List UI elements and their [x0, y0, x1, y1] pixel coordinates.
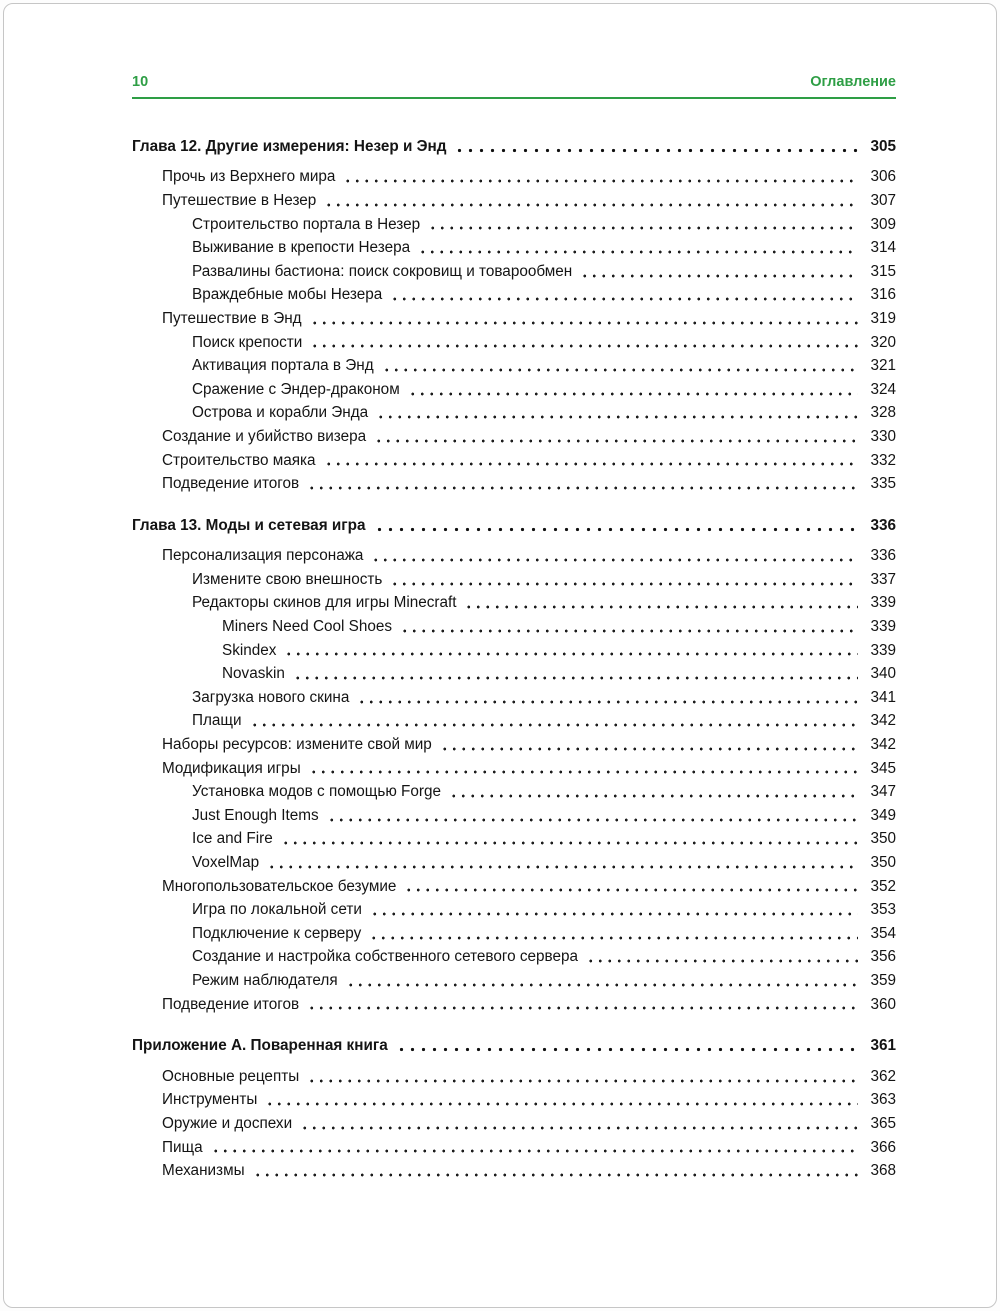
- toc-entry-page-number: 336: [870, 547, 896, 565]
- toc-entry-page-number: 315: [870, 262, 896, 280]
- dot-leader: [300, 1112, 858, 1136]
- toc-entry-page-number: 345: [870, 759, 896, 777]
- toc-entry-title: Модификация игры: [162, 759, 301, 777]
- toc-entry-title: Оружие и доспехи: [162, 1114, 293, 1132]
- toc-entry-page-number: 368: [870, 1162, 896, 1180]
- toc-chapter-page-number: 336: [870, 516, 896, 534]
- toc-entry-page-number: 316: [870, 286, 896, 304]
- header-title: Оглавление: [810, 74, 896, 90]
- toc-entry-row: [132, 236, 896, 260]
- toc-chapter-row: [132, 135, 896, 159]
- dot-leader: [454, 135, 858, 159]
- dot-leader: [327, 804, 858, 828]
- toc-entry-row: [132, 1159, 896, 1183]
- dot-leader: [284, 639, 858, 663]
- toc-entry-title: Подведение итогов: [162, 475, 300, 493]
- header-page-number: 10: [132, 74, 149, 90]
- toc-entry-page-number: 340: [870, 665, 896, 683]
- toc-entry-page-number: 350: [870, 854, 896, 872]
- toc-entry-page-number: 363: [870, 1091, 896, 1109]
- toc-entry-row: [132, 425, 896, 449]
- table-of-contents: [132, 135, 896, 1183]
- toc-entry-row: [132, 568, 896, 592]
- toc-chapter-page-number: 361: [870, 1037, 896, 1055]
- toc-section: [132, 1034, 896, 1183]
- toc-entry-title: Загрузка нового скина: [192, 688, 350, 706]
- toc-entry-page-number: 324: [870, 380, 896, 398]
- toc-entry-page-number: 321: [870, 357, 896, 375]
- document-page: [3, 3, 997, 1308]
- toc-entry-row: [132, 189, 896, 213]
- toc-entry-title: Создание и убийство визера: [162, 427, 367, 445]
- dot-leader: [374, 425, 858, 449]
- toc-entry-row: [132, 213, 896, 237]
- toc-entry-title: Just Enough Items: [192, 806, 319, 824]
- dot-leader: [370, 898, 858, 922]
- toc-entry-row: [132, 1089, 896, 1113]
- toc-entry-page-number: 352: [870, 877, 896, 895]
- toc-entry-title: Miners Need Cool Shoes: [222, 618, 393, 636]
- dot-leader: [346, 969, 858, 993]
- toc-entry-title: Skindex: [222, 641, 277, 659]
- toc-entry-row: [132, 354, 896, 378]
- toc-entry-row: [132, 166, 896, 190]
- dot-leader: [580, 260, 858, 284]
- toc-entry-row: [132, 284, 896, 308]
- toc-entry-title: Сражение с Эндер-драконом: [192, 380, 400, 398]
- dot-leader: [357, 686, 858, 710]
- dot-leader: [253, 1159, 858, 1183]
- toc-entry-title: Выживание в крепости Незера: [192, 239, 411, 257]
- dot-leader: [324, 449, 858, 473]
- toc-entry-row: [132, 449, 896, 473]
- dot-leader: [371, 545, 858, 569]
- toc-entry-title: Прочь из Верхнего мира: [162, 168, 336, 186]
- dot-leader: [310, 307, 858, 331]
- toc-entry-row: [132, 710, 896, 734]
- dot-leader: [324, 189, 858, 213]
- toc-entry-title: Строительство маяка: [162, 451, 316, 469]
- dot-leader: [390, 284, 858, 308]
- toc-entry-title: Novaskin: [222, 665, 285, 683]
- toc-entry-title: Активация портала в Энд: [192, 357, 374, 375]
- dot-leader: [408, 378, 858, 402]
- toc-entry-title: Подключение к серверу: [192, 924, 362, 942]
- toc-entry-row: [132, 828, 896, 852]
- toc-entry-title: Многопользовательское безумие: [162, 877, 397, 895]
- dot-leader: [293, 662, 858, 686]
- toc-entry-title: Ice and Fire: [192, 830, 273, 848]
- toc-entry-page-number: 330: [870, 427, 896, 445]
- dot-leader: [343, 166, 858, 190]
- toc-entry-title: Подведение итогов: [162, 995, 300, 1013]
- toc-entry-page-number: 320: [870, 333, 896, 351]
- toc-entry-row: [132, 545, 896, 569]
- toc-entry-page-number: 309: [870, 215, 896, 233]
- dot-leader: [390, 568, 858, 592]
- toc-entry-page-number: 337: [870, 570, 896, 588]
- toc-entry-row: [132, 260, 896, 284]
- toc-entry-title: Персонализация персонажа: [162, 547, 364, 565]
- dot-leader: [307, 993, 858, 1017]
- toc-entry-row: [132, 662, 896, 686]
- header-rule: [132, 97, 896, 99]
- toc-chapter-row: [132, 1034, 896, 1058]
- toc-entry-page-number: 306: [870, 168, 896, 186]
- toc-entry-row: [132, 946, 896, 970]
- toc-entry-row: [132, 686, 896, 710]
- toc-entry-title: Развалины бастиона: поиск сокровищ и товарообмен: [192, 262, 573, 280]
- toc-entry-title: Плащи: [192, 712, 242, 730]
- page-content: [4, 4, 996, 1183]
- toc-entry-title: Инструменты: [162, 1091, 258, 1109]
- toc-entry-page-number: 354: [870, 924, 896, 942]
- toc-entry-row: [132, 331, 896, 355]
- toc-entry-row: [132, 733, 896, 757]
- toc-entry-page-number: 342: [870, 736, 896, 754]
- toc-entry-page-number: 335: [870, 475, 896, 493]
- dot-leader: [464, 592, 858, 616]
- toc-chapter-title: Глава 12. Другие измерения: Незер и Энд: [132, 137, 447, 155]
- toc-section: [132, 514, 896, 1016]
- dot-leader: [586, 946, 858, 970]
- toc-entry-row: [132, 1065, 896, 1089]
- dot-leader: [265, 1089, 858, 1113]
- dot-leader: [404, 875, 858, 899]
- dot-leader: [396, 1034, 858, 1058]
- toc-entry-title: Путешествие в Незер: [162, 191, 317, 209]
- toc-entry-row: [132, 993, 896, 1017]
- toc-entry-page-number: 307: [870, 191, 896, 209]
- toc-entry-page-number: 360: [870, 995, 896, 1013]
- toc-entry-title: VoxelMap: [192, 854, 260, 872]
- toc-entry-row: [132, 851, 896, 875]
- toc-entry-row: [132, 804, 896, 828]
- toc-entry-page-number: 332: [870, 451, 896, 469]
- toc-entry-page-number: 353: [870, 901, 896, 919]
- dot-leader: [369, 922, 858, 946]
- dot-leader: [309, 757, 858, 781]
- toc-entry-page-number: 339: [870, 641, 896, 659]
- toc-entry-title: Создание и настройка собственного сетевого сервера: [192, 948, 579, 966]
- toc-section: [132, 135, 896, 496]
- toc-entry-page-number: 349: [870, 806, 896, 824]
- toc-entry-row: [132, 615, 896, 639]
- toc-entry-page-number: 341: [870, 688, 896, 706]
- toc-entry-title: Измените свою внешность: [192, 570, 383, 588]
- toc-entry-title: Режим наблюдателя: [192, 971, 338, 989]
- toc-entry-row: [132, 922, 896, 946]
- toc-entry-title: Строительство портала в Незер: [192, 215, 421, 233]
- toc-entry-row: [132, 1112, 896, 1136]
- toc-entry-page-number: 356: [870, 948, 896, 966]
- toc-entry-title: Игра по локальной сети: [192, 901, 362, 919]
- toc-entry-title: Механизмы: [162, 1162, 245, 1180]
- toc-entry-page-number: 328: [870, 404, 896, 422]
- dot-leader: [310, 331, 858, 355]
- toc-entry-page-number: 366: [870, 1138, 896, 1156]
- toc-entry-title: Установка модов с помощью Forge: [192, 783, 441, 801]
- dot-leader: [428, 213, 858, 237]
- toc-entry-row: [132, 969, 896, 993]
- toc-entry-page-number: 342: [870, 712, 896, 730]
- toc-chapter-page-number: 305: [870, 137, 896, 155]
- dot-leader: [400, 615, 858, 639]
- toc-entry-row: [132, 307, 896, 331]
- toc-entry-row: [132, 898, 896, 922]
- toc-entry-title: Пища: [162, 1138, 203, 1156]
- toc-entry-row: [132, 757, 896, 781]
- toc-entry-row: [132, 378, 896, 402]
- toc-entry-page-number: 339: [870, 594, 896, 612]
- toc-entry-title: Острова и корабли Энда: [192, 404, 369, 422]
- toc-entry-row: [132, 472, 896, 496]
- dot-leader: [250, 710, 858, 734]
- toc-entry-page-number: 359: [870, 971, 896, 989]
- dot-leader: [211, 1136, 858, 1160]
- toc-chapter-title: Глава 13. Моды и сетевая игра: [132, 516, 366, 534]
- toc-chapter-title: Приложение А. Поваренная книга: [132, 1037, 388, 1055]
- toc-entry-title: Путешествие в Энд: [162, 309, 302, 327]
- toc-entry-title: Редакторы скинов для игры Minecraft: [192, 594, 457, 612]
- dot-leader: [418, 236, 858, 260]
- toc-entry-page-number: 362: [870, 1067, 896, 1085]
- toc-entry-title: Наборы ресурсов: измените свой мир: [162, 736, 432, 754]
- toc-entry-row: [132, 639, 896, 663]
- toc-entry-page-number: 339: [870, 618, 896, 636]
- toc-entry-row: [132, 402, 896, 426]
- page-header: [132, 74, 896, 90]
- dot-leader: [376, 402, 858, 426]
- toc-entry-page-number: 365: [870, 1114, 896, 1132]
- dot-leader: [281, 828, 858, 852]
- toc-entry-page-number: 347: [870, 783, 896, 801]
- toc-entry-row: [132, 780, 896, 804]
- toc-entry-title: Враждебные мобы Незера: [192, 286, 383, 304]
- toc-entry-page-number: 350: [870, 830, 896, 848]
- toc-entry-row: [132, 1136, 896, 1160]
- toc-entry-title: Основные рецепты: [162, 1067, 300, 1085]
- dot-leader: [307, 472, 858, 496]
- toc-entry-row: [132, 592, 896, 616]
- toc-entry-page-number: 319: [870, 309, 896, 327]
- toc-chapter-row: [132, 514, 896, 538]
- toc-entry-page-number: 314: [870, 239, 896, 257]
- dot-leader: [267, 851, 858, 875]
- dot-leader: [382, 354, 858, 378]
- toc-entry-row: [132, 875, 896, 899]
- dot-leader: [449, 780, 858, 804]
- dot-leader: [440, 733, 858, 757]
- dot-leader: [307, 1065, 858, 1089]
- dot-leader: [374, 514, 859, 538]
- toc-entry-title: Поиск крепости: [192, 333, 303, 351]
